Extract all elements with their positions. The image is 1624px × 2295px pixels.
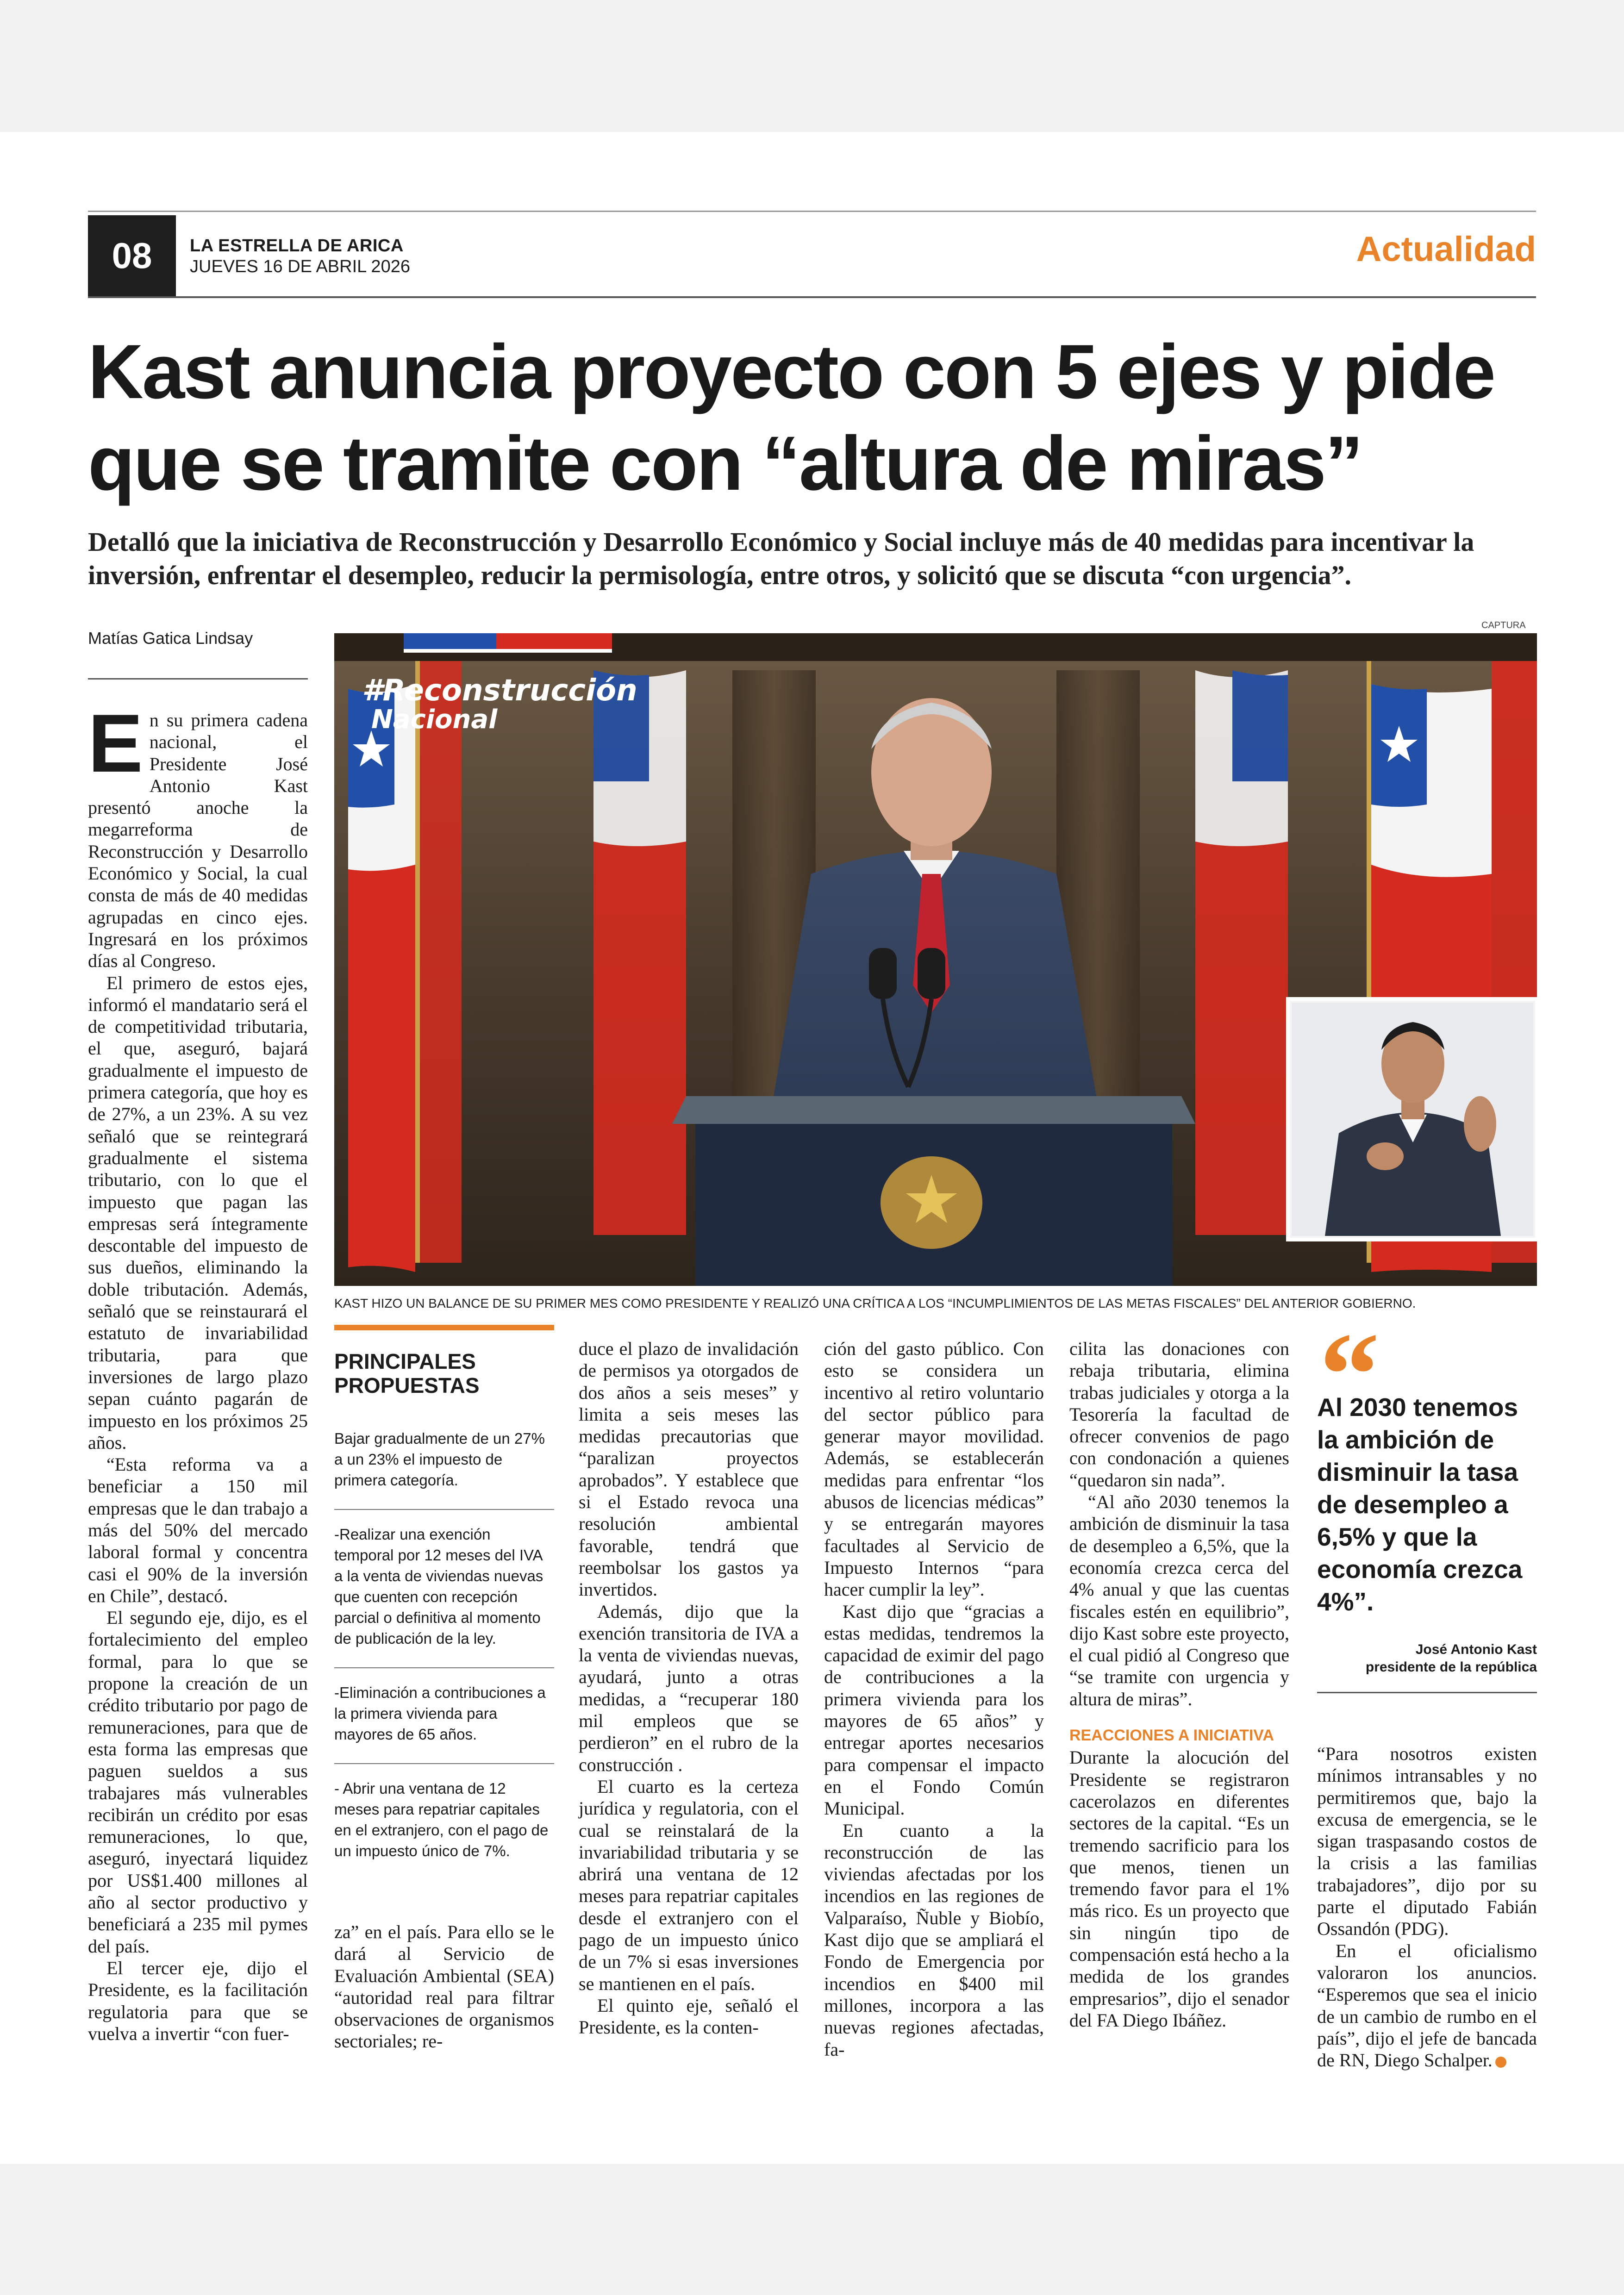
paragraph: cilita las donaciones con rebaja tributaria, elimina trabas judiciales y otorga a la Tesorería la facultad de ofrecer convenios de pago con condonación a quienes “quedaron sin nada”. <box>1069 1338 1289 1491</box>
paragraph: Kast dijo que “gracias a estas medidas, tendremos la capacidad de eximir del pago de contribuciones a la primera vivienda para los mayores de 65 años” y entregar aportes necesarios para compensar el impacto en el Fondo Común Municipal. <box>824 1601 1044 1819</box>
paragraph: “Al año 2030 tenemos la ambición de disminuir la tasa de desempleo a 6,5%, que la economía crezca cerca del 4% anual y que las cuentas fiscales estén en equilibrio”, dijo Kast sobre este proyecto, el cual pidió al Congreso que “se tramite con urgencia y altura de miras”. <box>1069 1491 1289 1709</box>
paragraph: El quinto eje, señaló el Presidente, es la conten- <box>579 1995 799 2038</box>
sidebar-divider <box>334 1509 554 1510</box>
quote-mark-icon: “ <box>1319 1308 1380 1441</box>
quote-author-role: presidente de la república <box>1365 1659 1537 1675</box>
body-column-1 <box>88 697 308 2045</box>
sidebar-divider <box>334 1667 554 1668</box>
byline: Matías Gatica Lindsay <box>88 629 253 648</box>
quote-attribution <box>1366 1641 1537 1676</box>
body-column-4 <box>824 1338 1044 2060</box>
paragraph: El primero de estos ejes, informó el mandatario será el de competitividad tributaria, el que, aseguró, bajará gradualmente el impuesto de primera categoría, que hoy es de 27%, a un 23%. A su vez señaló que se reintegrará gradualmente el sistema tributario, con lo que el impuesto que pagan las empresas será íntegramente descontable del impuesto de sus dueños, eliminando la doble tributación. Además, señaló que se reinstaurará el estatuto de invariabilidad tributaria, para que inversiones de largo plazo sepan cuánto pagarán de impuesto en los próximos 25 años. <box>88 972 308 1453</box>
photo-credit: CAPTURA <box>1481 620 1526 630</box>
body-column-5 <box>1069 1338 1289 2031</box>
paragraph: El tercer eje, dijo el Presidente, es la facilitación regulatoria para que se vuelva a invertir “con fuer- <box>88 1957 308 2044</box>
subheading: REACCIONES A INICIATIVA <box>1069 1727 1274 1745</box>
byline-rule <box>88 678 308 680</box>
sign-language-inset <box>1288 999 1537 1240</box>
overlay-title-line-1: #Reconstrucción <box>362 674 637 708</box>
sidebar-item: -Eliminación a contribuciones a la primera vivienda para mayores de 65 años. <box>334 1684 546 1743</box>
paragraph: En cuanto a la reconstrucción de las viviendas afectadas por los incendios en las regiones de Valparaíso, Ñuble y Biobío, Kast dijo que se ampliará el Fondo de Emergencia por incendios en $400 mil millones, incorpora a las nuevas regiones afectadas, fa- <box>824 1820 1044 2060</box>
header-rule <box>88 296 1536 298</box>
deck: Detalló que la iniciativa de Reconstrucción y Desarrollo Económico y Social incluye más de 40 medidas para incentivar la inversión, enfrentar el desempleo, reducir la permisología, entre otros, y solicitó que se discuta “con urgencia”. <box>88 527 1474 590</box>
main-photo <box>334 633 1537 1286</box>
paragraph <box>1317 1940 1537 2071</box>
headline-line-1: Kast anuncia proyecto con 5 ejes y pide <box>88 329 1495 415</box>
podium <box>672 1096 1195 1286</box>
sidebar-divider <box>334 1763 554 1764</box>
body-column-2-tail <box>334 1921 554 2052</box>
drop-cap: E <box>88 697 143 789</box>
sidebar-heading: PRINCIPALES PROPUESTAS <box>334 1349 480 1397</box>
paragraph: Durante la alocución del Presidente se registraron cacerolazos en diferentes sectores de la capital. “Es un tremendo sacrificio para los que menos, tienen un tremendo favor para el 1% más rico. Es un proyecto que sin ningún tipo de compensación está hecho a la medida de los grandes empresarios”, dijo el senador del FA Diego Ibáñez. <box>1069 1747 1289 2031</box>
quote-author: José Antonio Kast <box>1415 1642 1537 1657</box>
paragraph: za” en el país. Para ello se le dará al Servicio de Evaluación Ambiental (SEA) “autoridad real para filtrar observaciones de organismos sectoriales; re- <box>334 1921 554 2052</box>
pull-quote: Al 2030 tenemos la ambición de disminuir la tasa de desempleo a 6,5% y que la economía crezca 4%”. <box>1317 1393 1523 1616</box>
overlay-title-line-2: Nacional <box>371 705 498 735</box>
end-mark-icon <box>1495 2057 1506 2068</box>
photo-caption: KAST HIZO UN BALANCE DE SU PRIMER MES COMO PRESIDENTE Y REALIZÓ UNA CRÍTICA A LOS “INCUMPLIMIENTOS DE LAS METAS FISCALES” DEL ANTERIOR GOBIERNO. <box>334 1296 1416 1310</box>
paragraph: El segundo eje, dijo, es el fortalecimiento del empleo formal, para lo que se propone la creación de un crédito tributario por pago de remuneraciones, para que de esta forma las empresas que paguen sueldos a sus trabajares más vulnerables recibirán un crédito por esas remuneraciones, lo que, aseguró, inyectará liquidez por US$1.400 millones al año al sector productivo y beneficiará a 235 mil pymes del país. <box>88 1607 308 1957</box>
left-flag <box>348 661 462 1272</box>
paragraph: El cuarto es la certeza jurídica y regulatoria, con el cual se reinstalará de la invariabilidad tributaria y se abrirá una ventana de 12 meses para repatriar capitales desde el extranjero con el pago de un impuesto único de un 7% si esas inversiones se mantienen en el país. <box>579 1776 799 1994</box>
sidebar-accent-bar <box>334 1325 554 1330</box>
paragraph-text: En el oficialismo valoraron los anuncios. “Esperemos que sea el inicio de un cambio de rumbo en el país”, dijo el jefe de bancada de RN, Diego Schalper. <box>1317 1940 1537 2071</box>
page-number: 08 <box>88 215 176 296</box>
top-rule <box>88 211 1536 212</box>
section-label: Actualidad <box>1356 230 1536 269</box>
photo-illustration <box>334 633 1537 1286</box>
sidebar-item: - Abrir una ventana de 12 meses para repatriar capitales en el extranjero, con el pago de un impuesto único de 7%. <box>334 1780 549 1859</box>
body-column-3 <box>579 1338 799 2039</box>
sidebar-item: -Realizar una exención temporal por 12 meses del IVA a la venta de viviendas nuevas que cuenten con recepción parcial o definitiva al momento de publicación de la ley. <box>334 1526 543 1647</box>
paragraph: ción del gasto público. Con esto se considera un incentivo al retiro voluntario del sector público para generar mayor movilidad. Además, se establecerán medidas para enfrentar “los abusos de licencias médicas” y se entregarán mayores facultades al Servicio de Impuesto Internos “para hacer cumplir la ley”. <box>824 1338 1044 1600</box>
publication-name: LA ESTRELLA DE ARICA <box>190 236 404 256</box>
headline <box>88 326 1546 510</box>
headline-line-2: que se tramite con “altura de miras” <box>88 421 1362 506</box>
paragraph: n su primera cadena nacional, el Presidente José Antonio Kast presentó anoche la megarreforma de Reconstrucción y Desarrollo Económico y Social, la cual consta de más de 40 medidas agrupadas en cinco ejes. Ingresará en los próximos días al Congreso. <box>88 710 308 972</box>
paragraph: duce el plazo de invalidación de permisos ya otorgados de dos años a seis meses” y limita a seis meses las medidas precautorias que “paralizan proyectos aprobados”. Y establece que si el Estado revoca una resolución ambiental favorable, tendrá que reembolsar los gastos ya invertidos. <box>579 1338 799 1600</box>
publication-date: JUEVES 16 DE ABRIL 2026 <box>190 257 410 276</box>
paragraph: Además, dijo que la exención transitoria de IVA a la venta de viviendas nuevas, ayudará, junto a otras medidas, a “recuperar 180 mil empleos que se perdieron” en el rubro de la construcción . <box>579 1601 799 1775</box>
quote-rule <box>1317 1692 1537 1693</box>
sidebar-list <box>334 1428 554 1861</box>
paragraph: “Esta reforma va a beneficiar a 150 mil empresas que le dan trabajo a más del 50% del mercado laboral formal y concentra casi el 90% de la inversión en Chile”, destacó. <box>88 1454 308 1606</box>
paragraph: “Para nosotros existen mínimos intransables y no permitiremos que, bajo la excusa de emergencia, se le sigan traspasando costos de la crisis a las familias trabajadores”, dijo por su parte el diputado Fabián Ossandón (PDG). <box>1317 1743 1537 1940</box>
sidebar-item: Bajar gradualmente de un 27% a un 23% el impuesto de primera categoría. <box>334 1430 545 1489</box>
body-column-6 <box>1317 1743 1537 2071</box>
